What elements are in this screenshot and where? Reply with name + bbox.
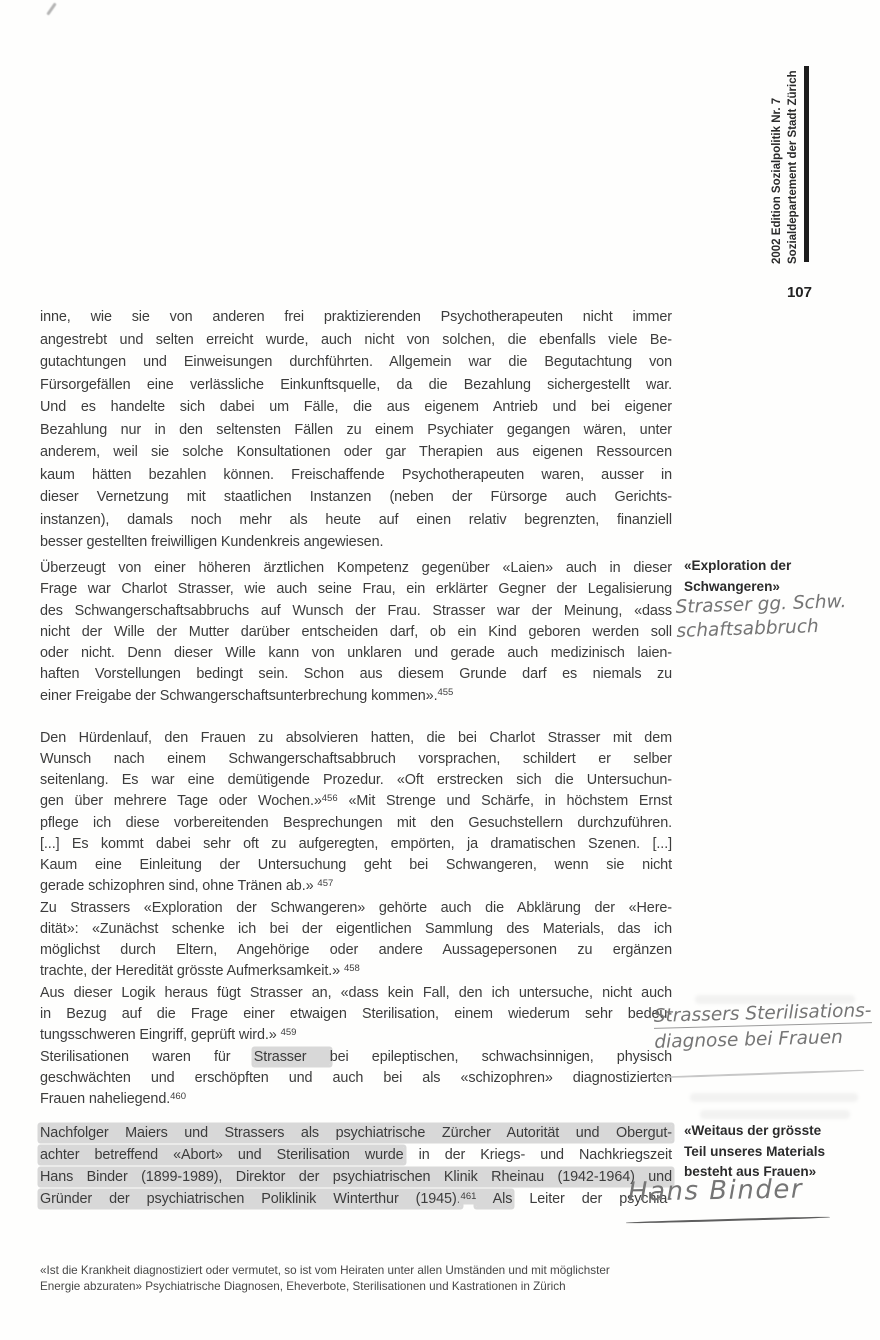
text-segment: geschwächten und erschöpften und auch bei als «schizophren» diagnostizierten (40, 1070, 672, 1086)
footnote-marker: 457 (317, 877, 334, 889)
text-line (40, 306, 672, 329)
margin-note-line: Schwangeren» (684, 578, 780, 594)
text-segment: Zu Strassers «Exploration der Schwangeren» gehörte auch die Abklärung der «Here- (40, 900, 672, 916)
handwritten-underline (626, 1216, 830, 1224)
highlighted-text: Hans Binder (1899-1989), Direktor der psychiatrischen Klinik Rheinau (1942-1964) und (40, 1169, 672, 1185)
text-segment: «Mit Strenge und Schärfe, in höchstem Ernst (337, 793, 672, 809)
text-line (40, 1166, 672, 1188)
running-footer (40, 1263, 730, 1295)
text-line (40, 664, 672, 685)
text-line (40, 749, 672, 770)
margin-note-exploration-title (684, 556, 791, 597)
text-segment: Sterilisationen waren für (40, 1049, 254, 1065)
highlighted-text: Strasser (253, 1049, 330, 1065)
text-segment: Wunsch nach einem Schwangerschaftsabbruch vorsprachen, schildert er selber (40, 751, 672, 767)
footer-line: Energie abzuraten» Psychiatrische Diagnosen, Eheverbote, Sterilisationen und Kastrationen in Zürich (40, 1280, 566, 1293)
text-segment: tungsschweren Eingriff, geprüft wird.» (40, 1027, 281, 1043)
text-line (40, 961, 672, 983)
text-line (40, 876, 672, 898)
spine-edition-line: 2002 Edition Sozialpolitik Nr. 7 (771, 97, 783, 264)
text-segment: Und es handelte sich dabei um Fälle, die aus eigenem Antrieb und bei eigener (40, 399, 672, 415)
text-line (40, 1047, 672, 1068)
text-segment: Den Hürdenlauf, den Frauen zu absolvieren hatten, die bei Charlot Strasser mit dem (40, 730, 672, 746)
footnote-marker: 460 (170, 1090, 186, 1102)
text-line (40, 983, 672, 1004)
pencil-stroke (652, 1069, 864, 1078)
text-segment: Überzeugt von einer höheren ärztlichen Kompetenz gegenüber «Laien» auch in dieser (40, 560, 672, 576)
handwritten-annotation-strasser (675, 590, 847, 644)
text-line (40, 601, 672, 622)
handwriting-line: diagnose bei Frauen (654, 1026, 844, 1053)
text-line (40, 686, 672, 708)
text-segment: instanzen), damals noch mehr als heute auf einen relativ begrenzten, finanziell (40, 511, 672, 528)
text-segment: inne, wie sie von anderen frei praktizierenden Psychotherapeuten nicht immer (40, 309, 672, 325)
margin-note-line: besteht aus Frauen» (684, 1164, 817, 1179)
text-segment: pflege ich diese vorbereitenden Besprechungen mit den Gesuchstellern durchzuführen. (40, 815, 672, 831)
handwriting-line: schaftsabbruch (676, 616, 820, 642)
highlighted-text: Nachfolger Maiers und Strassers als psychiatrische Zürcher Autorität und Obergut- (40, 1125, 672, 1141)
text-segment: gen über mehrere Tage oder Wochen.» (40, 793, 322, 809)
text-line (40, 855, 672, 876)
text-segment: Kaum eine Einleitung der Untersuchung geht bei Schwangeren, wenn sie nicht (40, 857, 672, 873)
text-line (40, 351, 672, 374)
spine-department-line: Sozialdepartement der Stadt Zürich (786, 70, 799, 264)
text-segment: des Schwangerschaftsabbruchs auf Wunsch der Frau. Strasser war der Meinung, «dass (40, 602, 672, 619)
underlined-handwriting: Strassers Sterilisations- (653, 1000, 872, 1027)
text-line (40, 898, 672, 919)
spine-rule (804, 66, 809, 262)
footnote-marker: 459 (280, 1026, 297, 1038)
text-line (40, 558, 672, 579)
text-segment: gerade schizophren sind, ohne Tränen ab.» (40, 878, 318, 894)
footer-line: «Ist die Krankheit diagnostiziert oder vermutet, so ist vom Heiraten unter allen Umständen und mit möglichster (40, 1264, 610, 1277)
text-segment: oder nicht. Denn dieser Wille kann von unklaren und gerade auch medizinisch laien- (40, 645, 672, 662)
paragraph-4-highlighted (40, 1122, 672, 1212)
text-segment: haften Vorstellungen bedingt sein. Schon aus diesem Grunde darf es niemals zu (40, 666, 672, 683)
text-segment: bei epileptischen, schwachsinnigen, physisch (329, 1049, 672, 1065)
text-line (40, 1144, 672, 1166)
text-segment: Bezahlung nur in den seltensten Fällen zu einem Psychiater gegangen wären, unter (40, 421, 672, 438)
highlighted-text: Als (476, 1191, 513, 1207)
text-line (40, 813, 672, 834)
margin-note-weitaus-title (684, 1121, 825, 1183)
text-segment: Frage war Charlot Strasser, wie auch seine Frau, ein erklärter Gegner der Legalisierung (40, 581, 672, 598)
text-line (40, 329, 672, 352)
paragraph-2 (40, 558, 672, 708)
text-segment: dität»: «Zunächst schenke ich bei der eigentlichen Sammlung des Materials, das ich (40, 921, 672, 937)
text-line (40, 419, 672, 442)
text-line (40, 728, 672, 749)
text-line (40, 643, 672, 664)
text-segment: anderem, weil sie solche Konsultationen oder gar Therapien aus eigenen Ressourcen (40, 444, 672, 460)
bleed-through-artifact (700, 1110, 850, 1119)
text-segment: gutachtungen und Einweisungen durchführten. Allgemein war die Begutachtung von (40, 354, 672, 370)
text-segment: dieser Vernetzung mit staatlichen Instanzen (neben der Fürsorge auch Gerichts- (40, 489, 672, 505)
handwritten-annotation-hans-binder: Hans Binder (627, 1174, 804, 1208)
text-segment: Aus dieser Logik heraus fügt Strasser an, «dass kein Fall, den ich untersuche, nicht auch (40, 985, 672, 1001)
paragraph-3 (40, 728, 672, 1111)
text-line (40, 770, 672, 791)
text-line (40, 1089, 672, 1111)
text-line (40, 834, 672, 855)
text-line (40, 441, 672, 464)
text-line (40, 509, 672, 532)
text-segment: Leiter der psychia- (512, 1191, 673, 1207)
footnote-marker: 456 (321, 792, 338, 804)
text-segment: seitenlang. Es war eine demütigende Prozedur. «Oft erstrecken sich die Untersuchun- (40, 772, 672, 788)
footnote-marker: 455 (437, 687, 454, 699)
highlighted-text: achter betreffend «Abort» und Sterilisation wurde (40, 1147, 404, 1163)
text-segment: [...] Es kommt dabei sehr oft zu aufgeregten, empörten, ja dramatischen Szenen. [...] (40, 836, 672, 852)
scan-artifact (46, 2, 56, 15)
text-line (40, 1122, 672, 1144)
text-line (40, 531, 672, 554)
text-line (40, 1025, 672, 1047)
text-line (40, 486, 672, 509)
margin-note-line: «Weitaus der grösste (684, 1123, 822, 1138)
text-line (40, 396, 672, 419)
text-segment: kaum hätten bezahlen können. Freischaffende Psychotherapeuten waren, ausser in (40, 466, 672, 483)
text-segment: nicht der Wille der Mutter darüber entscheiden darf, ob ein Kind geboren werden soll (40, 623, 672, 640)
text-segment: einer Freigabe der Schwangerschaftsunterbrechung kommen». (40, 687, 438, 704)
text-segment: trachte, der Heredität grösste Aufmerksamkeit.» (40, 963, 344, 979)
margin-note-line: «Exploration der (684, 558, 792, 573)
text-segment: in der Kriegs- und Nachkriegszeit (403, 1147, 672, 1163)
handwriting-line: Strasser gg. Schw. (675, 591, 847, 618)
text-line (40, 1004, 672, 1025)
margin-note-line: Teil unseres Materials (684, 1143, 826, 1159)
bleed-through-artifact (690, 1093, 858, 1102)
text-line (40, 791, 672, 813)
text-line (40, 464, 672, 487)
paragraph-1 (40, 306, 672, 554)
spine-header (770, 70, 801, 264)
text-line (40, 579, 672, 600)
highlighted-text: Gründer der psychiatrischen Poliklinik Winterthur (1945). (40, 1191, 461, 1207)
text-segment: Fürsorgefällen eine verlässliche Einkunftsquelle, da die Bezahlung sichergestellt war. (40, 376, 672, 393)
text-segment: möglichst durch Eltern, Angehörige oder andere Aussagepersonen zu ergänzen (40, 942, 672, 958)
text-line (40, 940, 672, 961)
handwritten-annotation-sterilisation (653, 998, 872, 1056)
text-segment: Frauen naheliegend. (40, 1091, 171, 1107)
text-line (40, 374, 672, 397)
text-line (40, 1188, 672, 1212)
text-segment: in Bezug auf die Frage einer etwaigen Sterilisation, einem wiederum sehr bedeu- (40, 1006, 672, 1022)
text-segment: angestrebt und selten erreicht wurde, auch nicht von solchen, die ebenfalls viele Be- (40, 331, 672, 348)
text-segment: besser gestellten freiwilligen Kundenkreis angewiesen. (40, 534, 384, 550)
text-line (40, 1068, 672, 1089)
text-line (40, 622, 672, 643)
page-number: 107 (786, 284, 812, 301)
footnote-marker: 458 (343, 962, 360, 974)
text-line (40, 919, 672, 940)
footnote-marker: 461 (460, 1190, 477, 1202)
